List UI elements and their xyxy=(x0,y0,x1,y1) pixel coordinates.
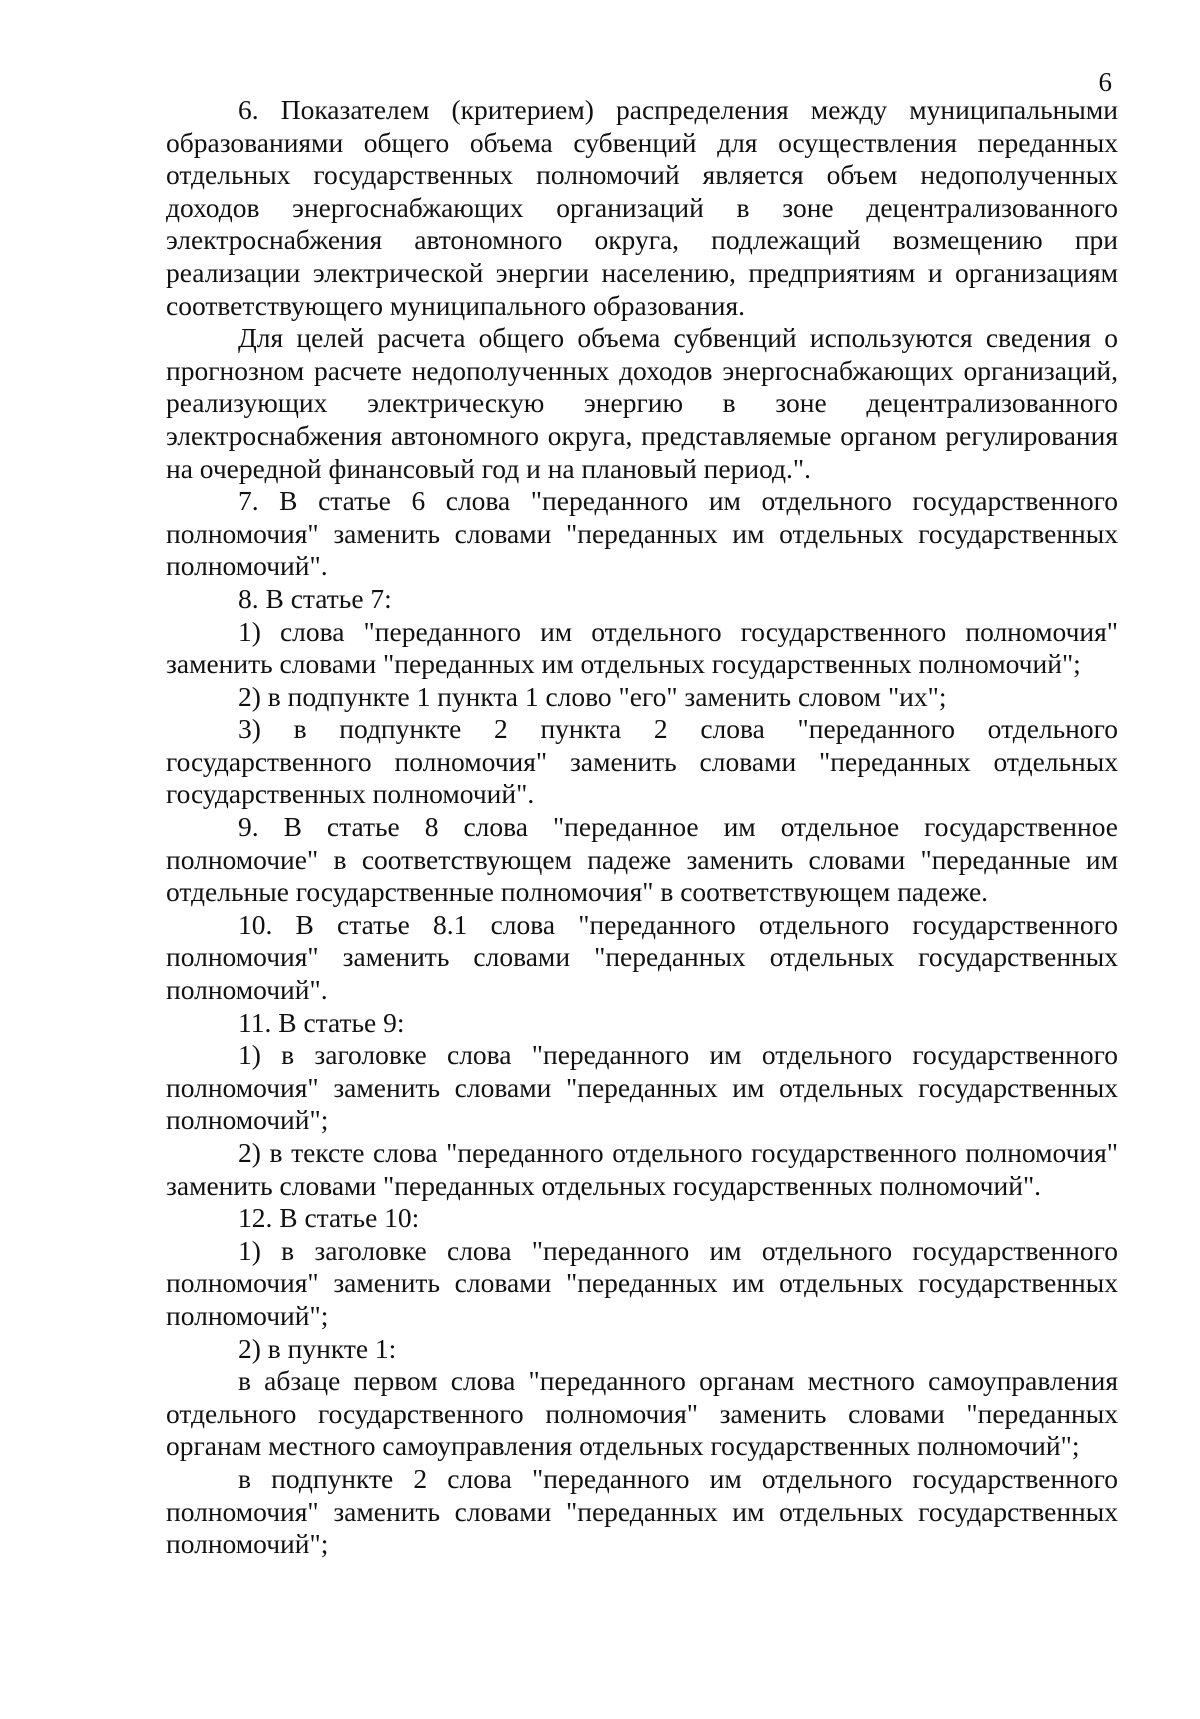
paragraph-8-item-1: 1) слова "переданного им отдельного государственного полномочия" заменить словами "переданных им отдельных государственных полномочий"; xyxy=(166,615,1118,680)
document-body xyxy=(166,94,1118,1561)
paragraph-8-item-3: 3) в подпункте 2 пункта 2 слова "переданного отдельного государственного полномочия" заменить словами "переданных отдельных государственных полномочий". xyxy=(166,713,1118,810)
page-number: 6 xyxy=(1098,67,1112,97)
paragraph-8: 8. В статье 7: xyxy=(238,582,392,614)
paragraph-10: 10. В статье 8.1 слова "переданного отдельного государственного полномочия" заменить словами "переданных отдельных государственных полномочий". xyxy=(166,908,1118,1006)
paragraph-6: 6. Показателем (критерием) распределения между муниципальными образованиями общего объема субвенций для осуществления переданных отдельных государственных полномочий является объем недополученных доходов энергоснабжающих организаций в зоне децентрализованного электроснабжения автономного округа, подлежащий возмещению при реализации электрической энергии населению, предприятиям и организациям соответствующего муниципального образования. xyxy=(166,94,1118,321)
paragraph-8-item-2: 2) в подпункте 1 пункта 1 слово "его" заменить словом "их"; xyxy=(238,680,947,712)
paragraph-6-subsidy-data: Для целей расчета общего объема субвенций используются сведения о прогнозном расчете недополученных доходов энергоснабжающих организаций, реализующих электрическую энергию в зоне децентрализованного электроснабжения автономного округа, представляемые органом регулирования на очередной финансовый год и на плановый период.". xyxy=(166,322,1118,484)
paragraph-11-item-1: 1) в заголовке слова "переданного им отдельного государственного полномочия" заменить словами "переданных им отдельных государственных полномочий"; xyxy=(166,1039,1118,1136)
paragraph-11: 11. В статье 9: xyxy=(238,1006,405,1038)
paragraph-12-item-1: 1) в заголовке слова "переданного им отдельного государственного полномочия" заменить словами "переданных им отдельных государственных полномочий"; xyxy=(166,1234,1118,1331)
paragraph-12-item-2-abzac-1: в абзаце первом слова "переданного органам местного самоуправления отдельного государственного полномочия" заменить словами "переданных органам местного самоуправления отдельных государственных полномочий"; xyxy=(166,1365,1118,1462)
paragraph-7: 7. В статье 6 слова "переданного им отдельного государственного полномочия" заменить словами "переданных им отдельных государственных полномочий". xyxy=(166,485,1118,582)
paragraph-11-item-2: 2) в тексте слова "переданного отдельного государственного полномочия" заменить словами "переданных отдельных государственных полномочий". xyxy=(166,1137,1118,1201)
paragraph-9: 9. В статье 8 слова "переданное им отдельное государственное полномочие" в соответствующем падеже заменить словами "переданные им отдельные государственные полномочия" в соответствующем падеже. xyxy=(166,811,1118,908)
paragraph-12: 12. В статье 10: xyxy=(238,1202,420,1234)
paragraph-12-item-2: 2) в пункте 1: xyxy=(238,1332,397,1364)
paragraph-12-item-2-subitem-2: в подпункте 2 слова "переданного им отдельного государственного полномочия" заменить словами "переданных им отдельных государственных полномочий"; xyxy=(166,1462,1118,1560)
